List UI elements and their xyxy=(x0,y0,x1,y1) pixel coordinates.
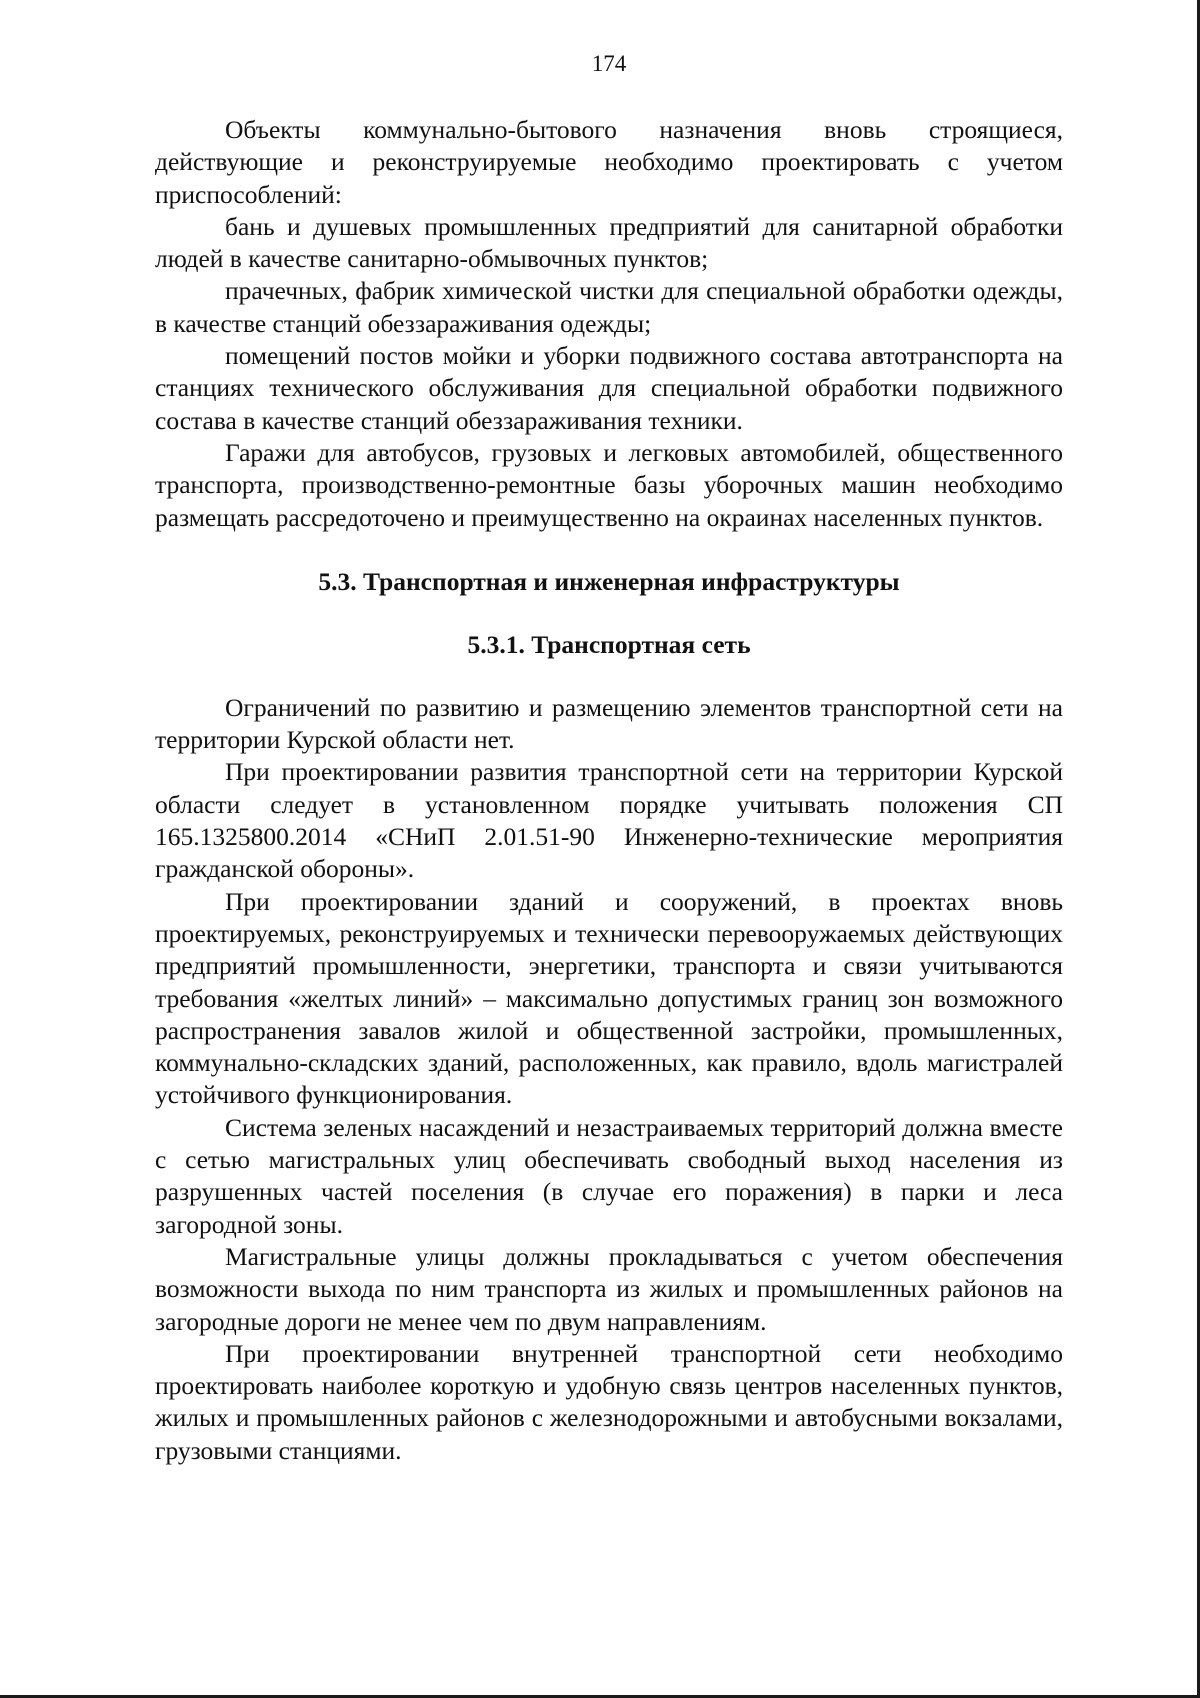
page-number: 174 xyxy=(591,51,627,76)
subsection-heading: 5.3.1. Транспортная сеть xyxy=(467,629,751,659)
paragraph: Система зеленых насаждений и незастраиваемых территорий должна вместе с сетью магистральных улиц обеспечивать свободный выход населения из разрушенных частей поселения (в случае его поражения) в парки и леса загородной зоны. xyxy=(155,1112,1063,1239)
section-heading: 5.3. Транспортная и инженерная инфраструктуры xyxy=(318,566,900,596)
paragraph: При проектировании развития транспортной сети на территории Курской области следует в установленном порядке учитывать положения СП 165.1325800.2014 «СНиП 2.01.51-90 Инженерно-технические мероприятия гражданской обороны». xyxy=(155,757,1063,884)
paragraph: Магистральные улицы должны прокладываться с учетом обеспечения возможности выхода по ним транспорта из жилых и промышленных районов на загородные дороги не менее чем по двум направлениям. xyxy=(155,1241,1063,1336)
paragraph: прачечных, фабрик химической чистки для специальной обработки одежды, в качестве станций обеззараживания одежды; xyxy=(155,276,1063,338)
paragraph: Объекты коммунально-бытового назначения вновь строящиеся, действующие и реконструируемые необходимо проектировать с учетом приспособлений: xyxy=(155,115,1063,209)
paragraph: помещений постов мойки и уборки подвижного состава автотранспорта на станциях технического обслуживания для специальной обработки подвижного состава в качестве станций обеззараживания техники. xyxy=(155,341,1063,435)
paragraph: При проектировании внутренней транспортной сети необходимо проектировать наиболее короткую и удобную связь центров населенных пунктов, жилых и промышленных районов с железнодорожными и автобусными вокзалами, грузовыми станциями. xyxy=(155,1338,1063,1465)
paragraph: Ограничений по развитию и размещению элементов транспортной сети на территории Курской области нет. xyxy=(155,692,1063,755)
paragraph: При проектировании зданий и сооружений, в проектах вновь проектируемых, реконструируемых и технически перевооружаемых действующих предприятий промышленности, энергетики, транспорта и связи учитываются требования «желтых линий» – максимально допустимых границ зон возможного распространения завалов жилой и общественной застройки, промышленных, коммунально-складских зданий, расположенных, как правило, вдоль магистралей устойчивого функционирования. xyxy=(155,886,1063,1110)
document-page xyxy=(155,50,1063,1467)
paragraph: бань и душевых промышленных предприятий для санитарной обработки людей в качестве санитарно-обмывочных пунктов; xyxy=(155,211,1063,274)
paragraph: Гаражи для автобусов, грузовых и легковых автомобилей, общественного транспорта, производственно-ремонтные базы уборочных машин необходимо размещать рассредоточено и преимущественно на окраинах населенных пунктов. xyxy=(155,437,1063,532)
